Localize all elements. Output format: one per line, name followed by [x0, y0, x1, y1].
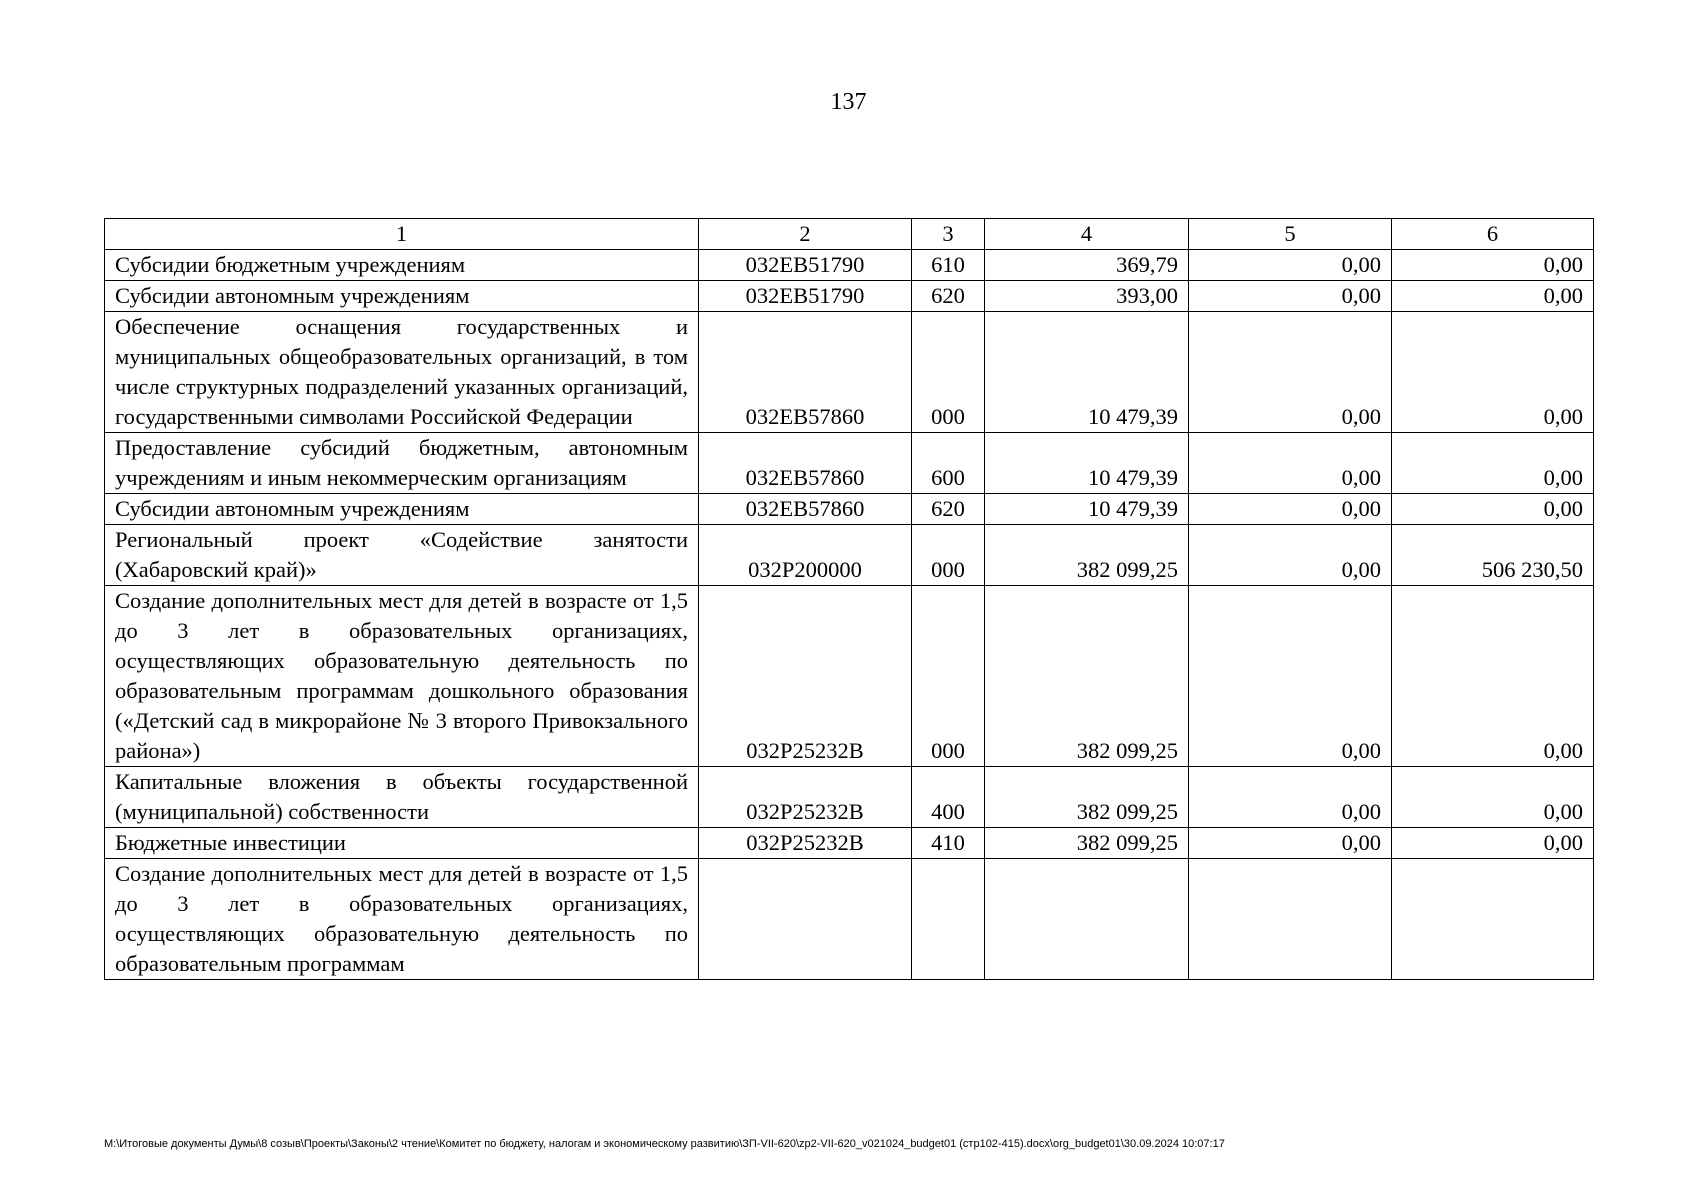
amount-col4: 369,79 — [985, 250, 1189, 281]
column-header: 1 — [105, 219, 699, 250]
amount-col5 — [1189, 859, 1392, 980]
amount-col4: 393,00 — [985, 281, 1189, 312]
amount-col4: 382 099,25 — [985, 586, 1189, 767]
amount-col4 — [985, 859, 1189, 980]
amount-col6 — [1392, 859, 1594, 980]
amount-col6: 0,00 — [1392, 433, 1594, 494]
amount-col6: 506 230,50 — [1392, 525, 1594, 586]
amount-col5: 0,00 — [1189, 586, 1392, 767]
table-row — [105, 767, 1594, 828]
target-code: 032Р25232В — [699, 586, 912, 767]
column-header: 4 — [985, 219, 1189, 250]
expense-type — [912, 859, 985, 980]
row-name: Создание дополнительных мест для детей в возрасте от 1,5 до 3 лет в образовательных организациях, осуществляющих образовательную деятельность по образовательным программам — [105, 859, 699, 980]
amount-col5: 0,00 — [1189, 250, 1392, 281]
row-name: Обеспечение оснащения государственных и муниципальных общеобразовательных организаций, в том числе структурных подразделений указанных организаций, государственными символами Российской Федерации — [105, 312, 699, 433]
table-row — [105, 859, 1594, 980]
expense-type: 600 — [912, 433, 985, 494]
amount-col6: 0,00 — [1392, 767, 1594, 828]
row-name: Предоставление субсидий бюджетным, автономным учреждениям и иным некоммерческим организациям — [105, 433, 699, 494]
amount-col4: 10 479,39 — [985, 433, 1189, 494]
budget-table — [104, 218, 1594, 980]
amount-col5: 0,00 — [1189, 433, 1392, 494]
table-row — [105, 312, 1594, 433]
target-code: 032EB57860 — [699, 312, 912, 433]
target-code — [699, 859, 912, 980]
expense-type: 000 — [912, 312, 985, 433]
amount-col6: 0,00 — [1392, 494, 1594, 525]
row-name: Бюджетные инвестиции — [105, 828, 699, 859]
expense-type: 000 — [912, 586, 985, 767]
amount-col6: 0,00 — [1392, 586, 1594, 767]
target-code: 032Р25232В — [699, 767, 912, 828]
amount-col5: 0,00 — [1189, 494, 1392, 525]
target-code: 032Р200000 — [699, 525, 912, 586]
table-row — [105, 433, 1594, 494]
target-code: 032Р25232В — [699, 828, 912, 859]
amount-col6: 0,00 — [1392, 828, 1594, 859]
expense-type: 400 — [912, 767, 985, 828]
target-code: 032EB57860 — [699, 494, 912, 525]
amount-col6: 0,00 — [1392, 281, 1594, 312]
table-header-row — [105, 219, 1594, 250]
amount-col4: 382 099,25 — [985, 525, 1189, 586]
expense-type: 610 — [912, 250, 985, 281]
page-number: 137 — [830, 89, 867, 115]
amount-col4: 10 479,39 — [985, 494, 1189, 525]
amount-col5: 0,00 — [1189, 828, 1392, 859]
amount-col6: 0,00 — [1392, 312, 1594, 433]
amount-col6: 0,00 — [1392, 250, 1594, 281]
amount-col5: 0,00 — [1189, 767, 1392, 828]
target-code: 032EB51790 — [699, 250, 912, 281]
column-header: 2 — [699, 219, 912, 250]
row-name: Создание дополнительных мест для детей в возрасте от 1,5 до 3 лет в образовательных организациях, осуществляющих образовательную деятельность по образовательным программам дошкольного образования («Детский сад в микрорайоне № 3 второго Привокзального района») — [105, 586, 699, 767]
amount-col5: 0,00 — [1189, 281, 1392, 312]
table-row — [105, 494, 1594, 525]
column-header: 6 — [1392, 219, 1594, 250]
target-code: 032EB57860 — [699, 433, 912, 494]
table-row — [105, 250, 1594, 281]
target-code: 032EB51790 — [699, 281, 912, 312]
table-row — [105, 586, 1594, 767]
amount-col5: 0,00 — [1189, 525, 1392, 586]
amount-col4: 382 099,25 — [985, 767, 1189, 828]
column-header: 3 — [912, 219, 985, 250]
row-name: Субсидии автономным учреждениям — [105, 494, 699, 525]
expense-type: 620 — [912, 494, 985, 525]
expense-type: 000 — [912, 525, 985, 586]
file-path-footer: М:\Итоговые документы Думы\8 созыв\Проекты\Законы\2 чтение\Комитет по бюджету, налогам и экономическому развитию\ЗП-VII-620\zp2-VII-620_v021024_budget01 (стр102-415).docx\org_budget01\30.09.2024 10:07:17 — [104, 1138, 1225, 1150]
column-header: 5 — [1189, 219, 1392, 250]
table-row — [105, 525, 1594, 586]
row-name: Субсидии автономным учреждениям — [105, 281, 699, 312]
row-name: Капитальные вложения в объекты государственной (муниципальной) собственности — [105, 767, 699, 828]
amount-col4: 10 479,39 — [985, 312, 1189, 433]
row-name: Субсидии бюджетным учреждениям — [105, 250, 699, 281]
table-row — [105, 281, 1594, 312]
expense-type: 620 — [912, 281, 985, 312]
expense-type: 410 — [912, 828, 985, 859]
row-name: Региональный проект «Содействие занятости (Хабаровский край)» — [105, 525, 699, 586]
table-row — [105, 828, 1594, 859]
amount-col5: 0,00 — [1189, 312, 1392, 433]
amount-col4: 382 099,25 — [985, 828, 1189, 859]
